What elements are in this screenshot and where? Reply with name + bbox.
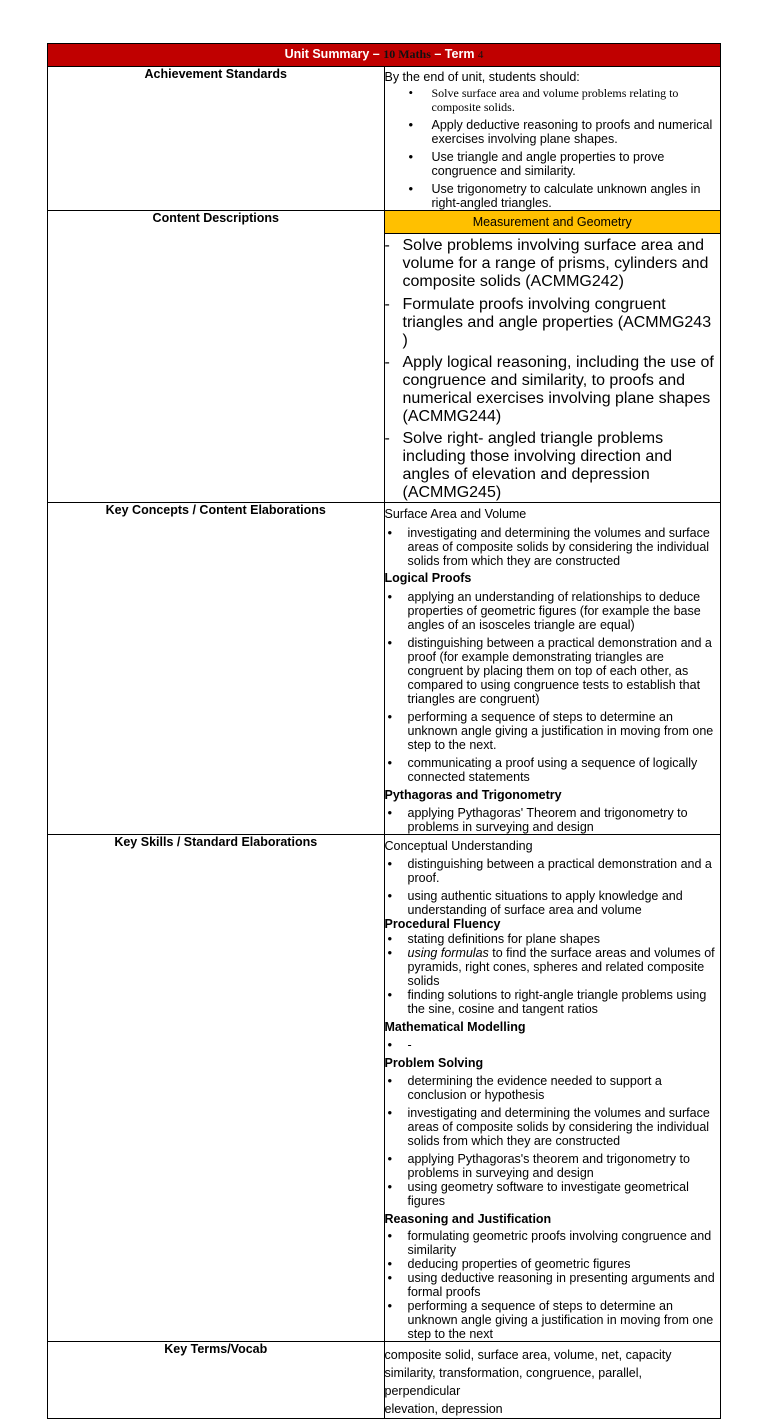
section-heading: Logical Proofs <box>384 571 472 585</box>
skills-list-4 <box>385 1074 721 1208</box>
section-heading: Problem Solving <box>384 1056 484 1070</box>
italic-lead: using formulas <box>407 946 489 960</box>
section-heading: Pythagoras and Trigonometry <box>384 788 562 802</box>
unit-summary-table <box>47 43 721 1419</box>
strand-band: Measurement and Geometry <box>385 211 721 234</box>
list-item: • investigating and determining the volumes and surface areas of composite solids by considering the individual solids from which they are constructed <box>385 526 721 568</box>
list-item: • using deductive reasoning in presenting arguments and formal proofs <box>385 1271 721 1299</box>
vocab-line: composite solid, surface area, volume, net, capacity <box>384 1348 672 1362</box>
key-concepts-cell <box>384 503 721 835</box>
key-skills-cell <box>384 835 721 1342</box>
list-item: • communicating a proof using a sequence of logically connected statements <box>385 756 721 784</box>
content-descriptions-label: Content Descriptions <box>48 211 385 503</box>
key-skills-label: Key Skills / Standard Elaborations <box>48 835 385 1342</box>
list-item: • investigating and determining the volumes and surface areas of composite solids by considering the individual solids from which they are constructed <box>385 1106 721 1148</box>
header-term-number: 4 <box>477 49 484 61</box>
list-item: - Solve problems involving surface area and volume for a range of prisms, cylinders and composite solids (ACMMG242) <box>385 237 721 291</box>
list-item: • Use trigonometry to calculate unknown angles in right-angled triangles. <box>385 182 721 210</box>
section-heading: Reasoning and Justification <box>384 1212 552 1226</box>
list-item: • distinguishing between a practical demonstration and a proof (for example demonstrating triangles are congruent by placing them on top of each other, as compared to using congruence tests to establish that triangles are congruent) <box>385 636 721 706</box>
list-item: • using authentic situations to apply knowledge and understanding of surface area and volume <box>385 889 721 917</box>
achievement-intro: By the end of unit, students should: <box>384 70 580 84</box>
skills-list-2 <box>385 932 721 1016</box>
list-item: • using geometry software to investigate geometrical figures <box>385 1180 721 1208</box>
list-item: • Use triangle and angle properties to prove congruence and similarity. <box>385 150 721 178</box>
list-item-text: to find the surface areas and volumes of pyramids, right cones, spheres and related composite solids <box>407 946 715 988</box>
header-term: – Term <box>430 47 478 61</box>
concepts-list-3 <box>385 806 721 834</box>
list-item: • applying an understanding of relationships to deduce properties of geometric figures (for example the base angles of an isosceles triangle are equal) <box>385 590 721 632</box>
concepts-list-1 <box>385 526 721 568</box>
list-item: • formulating geometric proofs involving congruence and similarity <box>385 1229 721 1257</box>
list-item: • Solve surface area and volume problems relating to composite solids. <box>385 86 721 114</box>
key-concepts-label: Key Concepts / Content Elaborations <box>48 503 385 835</box>
list-item: • finding solutions to right-angle triangle problems using the sine, cosine and tangent ratios <box>385 988 721 1016</box>
content-descriptions-cell <box>384 211 721 503</box>
section-heading: Mathematical Modelling <box>384 1020 526 1034</box>
list-item: • performing a sequence of steps to determine an unknown angle giving a justification in moving from one step to the next <box>385 1299 721 1341</box>
unit-summary-header <box>48 44 721 67</box>
achievement-list <box>385 86 721 210</box>
skills-list-3 <box>385 1038 721 1052</box>
list-item <box>385 946 721 988</box>
key-terms-label: Key Terms/Vocab <box>48 1342 385 1419</box>
section-heading: Conceptual Understanding <box>384 839 533 853</box>
list-item: • deducing properties of geometric figures <box>385 1257 721 1271</box>
list-item: • stating definitions for plane shapes <box>385 932 721 946</box>
vocab-line: similarity, transformation, congruence, parallel, perpendicular <box>384 1366 643 1398</box>
header-grade: 10 Maths <box>383 47 431 61</box>
vocab-line: elevation, depression <box>384 1402 503 1416</box>
content-list <box>385 237 721 502</box>
skills-list-5 <box>385 1229 721 1341</box>
list-item: • distinguishing between a practical demonstration and a proof. <box>385 857 721 885</box>
key-terms-cell <box>384 1342 721 1419</box>
list-item: • applying Pythagoras' Theorem and trigonometry to problems in surveying and design <box>385 806 721 834</box>
concepts-list-2 <box>385 590 721 784</box>
list-item: • - <box>385 1038 721 1052</box>
section-heading: Procedural Fluency <box>384 917 501 931</box>
list-item: - Formulate proofs involving congruent triangles and angle properties (ACMMG243 ) <box>385 296 721 350</box>
list-item: • performing a sequence of steps to determine an unknown angle giving a justification in moving from one step to the next. <box>385 710 721 752</box>
list-item: - Apply logical reasoning, including the use of congruence and similarity, to proofs and numerical exercises involving plane shapes (ACMMG244) <box>385 354 721 426</box>
section-heading: Surface Area and Volume <box>384 507 527 521</box>
achievement-standards-label: Achievement Standards <box>48 67 385 211</box>
list-item: • applying Pythagoras's theorem and trigonometry to problems in surveying and design <box>385 1152 721 1180</box>
header-prefix: Unit Summary – <box>284 47 384 61</box>
list-item: • Apply deductive reasoning to proofs and numerical exercises involving plane shapes. <box>385 118 721 146</box>
list-item: - Solve right- angled triangle problems including those involving direction and angles of elevation and depression (ACMMG245) <box>385 430 721 502</box>
achievement-standards-cell <box>384 67 721 211</box>
list-item: • determining the evidence needed to support a conclusion or hypothesis <box>385 1074 721 1102</box>
skills-list-1 <box>385 857 721 917</box>
